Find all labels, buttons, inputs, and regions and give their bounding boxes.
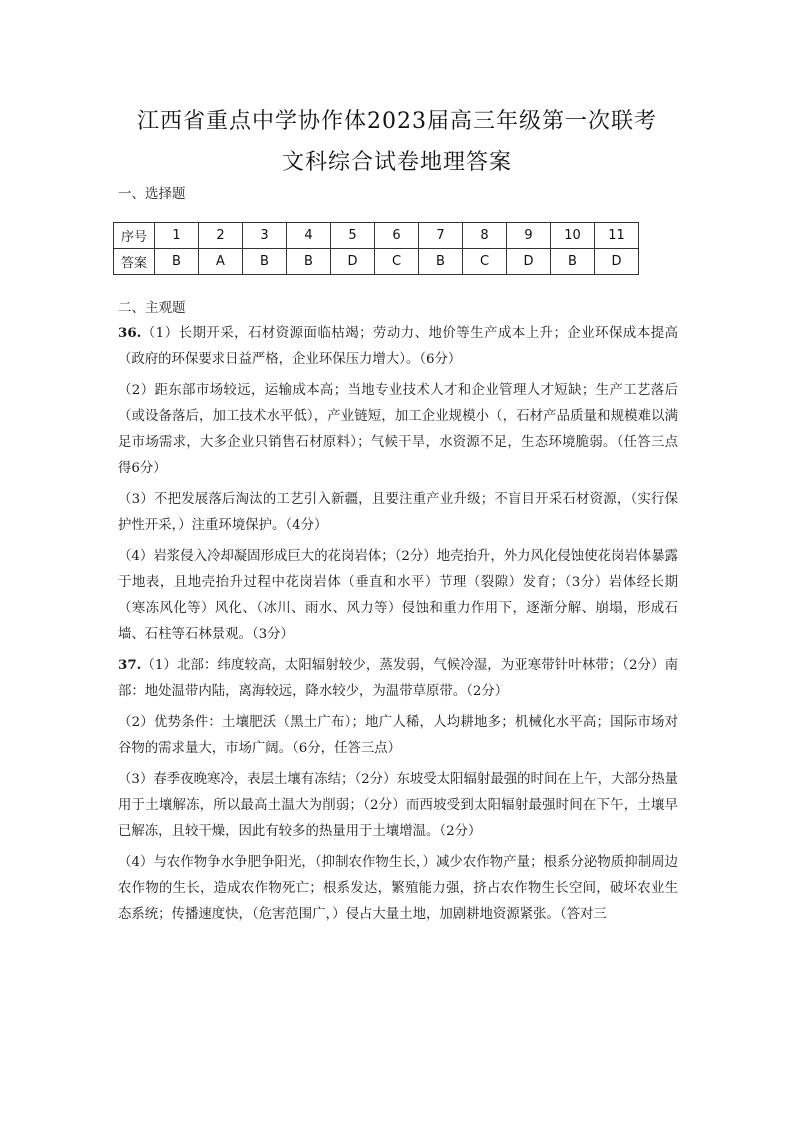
answer-cell: B — [155, 249, 199, 275]
answer-paragraph — [118, 652, 678, 705]
paragraph-text: （1）北部：纬度较高，太阳辐射较少，蒸发弱，气候冷湿，为亚寒带针叶林带；（2分）南部：地处温带内陆，离海较远，降水较少，为温带草原带。（2分） — [118, 658, 678, 699]
paragraph-text: （4）岩浆侵入冷却凝固形成巨大的花岗岩体；（2分）地壳抬升，外力风化侵蚀使花岗岩体暴露于地表，且地壳抬升过程中花岗岩体（垂直和水平）节理（裂隙）发育；（3分）岩体经长期（寒冻风化等）风化、（冰川、雨水、风力等）侵蚀和重力作用下，逐渐分解、崩塌，形成石墙、石柱等石林景观。（3分） — [118, 549, 678, 642]
answer-paragraph — [118, 320, 678, 373]
answer-paragraph — [118, 709, 678, 762]
answer-cell: D — [331, 249, 375, 275]
answer-cell: A — [199, 249, 243, 275]
question-number-cell: 9 — [507, 223, 551, 249]
row-label-number: 序号 — [114, 223, 155, 249]
question-number-cell: 8 — [463, 223, 507, 249]
question-number-cell: 10 — [551, 223, 595, 249]
answer-paragraphs — [118, 320, 678, 932]
answer-cell: B — [287, 249, 331, 275]
paragraph-text: （2）优势条件：土壤肥沃（黑土广布）；地广人稀，人均耕地多；机械化水平高；国际市场对谷物的需求量大，市场广阔。（6分，任答三点） — [118, 715, 678, 756]
paragraph-text: （3）不把发展落后淘汰的工艺引入新疆，且要注重产业升级；不盲目开采石材资源，（实行保护性开采，）注重环境保护。（4分） — [118, 492, 678, 533]
answer-cell: B — [419, 249, 463, 275]
answer-cell: D — [507, 249, 551, 275]
question-number-cell: 7 — [419, 223, 463, 249]
paragraph-text: （2）距东部市场较远，运输成本高；当地专业技术人才和企业管理人才短缺；生产工艺落后（或设备落后，加工技术水平低），产业链短，加工企业规模小（，石材产品质量和规模难以满足市场需求，大多企业只销售石材原料）；气候干旱，水资源不足，生态环境脆弱。（任答三点得6分） — [118, 383, 678, 476]
question-number-cell: 2 — [199, 223, 243, 249]
question-number: 36. — [118, 325, 142, 341]
table-row-answers — [114, 249, 639, 275]
table-row-numbers — [114, 223, 639, 249]
question-number-cell: 3 — [243, 223, 287, 249]
answer-paragraph — [118, 766, 678, 845]
page-subtitle: 文科综合试卷地理答案 — [281, 150, 512, 175]
answer-paragraph — [118, 543, 678, 648]
page-title: 江西省重点中学协作体2023届高三年级第一次联考 — [137, 109, 657, 134]
paragraph-text: （1）长期开采，石材资源面临枯竭；劳动力、地价等生产成本上升；企业环保成本提高（政府的环保要求日益严格，企业环保压力增大）。（6分） — [118, 326, 678, 367]
question-number-cell: 1 — [155, 223, 199, 249]
answer-cell: C — [375, 249, 419, 275]
answer-cell: C — [463, 249, 507, 275]
row-label-answer: 答案 — [114, 249, 155, 275]
question-number-cell: 11 — [595, 223, 639, 249]
section-heading-subjective: 二、主观题 — [118, 300, 186, 316]
answer-paragraph — [118, 486, 678, 539]
answer-paragraph — [118, 377, 678, 482]
paragraph-text: （4）与农作物争水争肥争阳光，（抑制农作物生长，）减少农作物产量；根系分泌物质抑制周边农作物的生长，造成农作物死亡；根系发达，繁殖能力强，挤占农作物生长空间，破坏农业生态系统；传播速度快，（危害范围广，）侵占大量土地，加剧耕地资源紧张。（答对三 — [118, 855, 678, 922]
question-number-cell: 5 — [331, 223, 375, 249]
section-heading-choice: 一、选择题 — [118, 186, 186, 202]
answer-cell: B — [551, 249, 595, 275]
answer-table — [113, 222, 639, 275]
question-number-cell: 4 — [287, 223, 331, 249]
question-number-cell: 6 — [375, 223, 419, 249]
paragraph-text: （3）春季夜晚寒冷，表层土壤有冻结；（2分）东坡受太阳辐射最强的时间在上午，大部分热量用于土壤解冻，所以最高土温大为削弱；（2分）而西坡受到太阳辐射最强时间在下午，土壤早已解冻，且较干燥，因此有较多的热量用于土壤增温。（2分） — [118, 772, 678, 839]
answer-cell: B — [243, 249, 287, 275]
answer-cell: D — [595, 249, 639, 275]
answer-paragraph — [118, 849, 678, 928]
question-number: 37. — [118, 657, 142, 673]
